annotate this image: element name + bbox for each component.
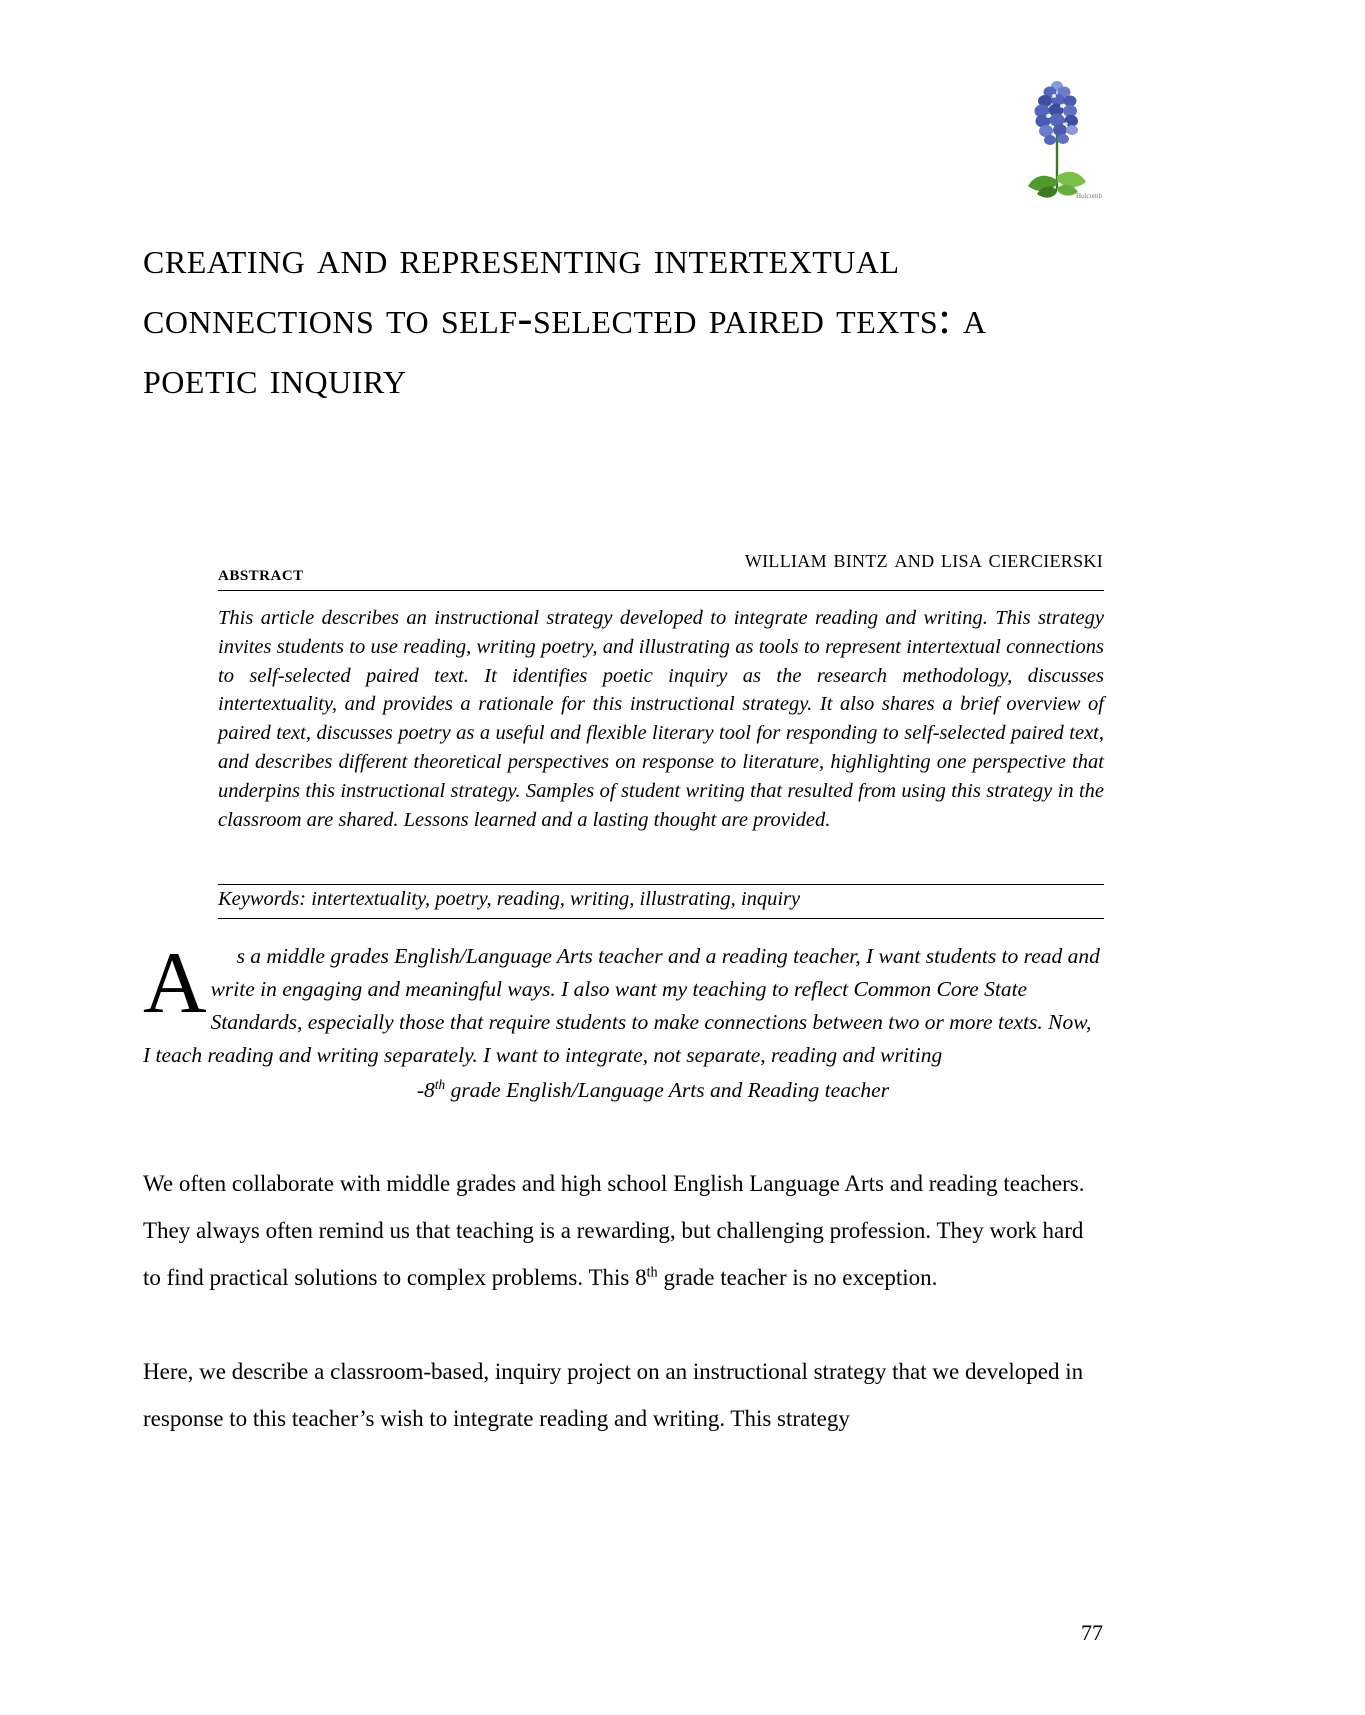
- attribution-rest: grade English/Language Arts and Reading teacher: [445, 1078, 890, 1102]
- epigraph-text: s a middle grades English/Language Arts teacher and a reading teacher, I want students to read and write in engaging and meaningful ways. I also want my teaching to reflect Common Core State Standards, especially those that require students to make connections between two or more texts. Now, I teach reading and writing separately. I want to integrate, not separate, reading and writing: [143, 944, 1100, 1067]
- body-paragraph-1-part1: We often collaborate with middle grades and high school English Language Arts and reading teachers. They always often remind us that teaching is a rewarding, but challenging profession. They work hard to find practical solutions to complex problems. This 8: [143, 1171, 1085, 1290]
- bluebonnet-flower-illustration-icon: [1010, 72, 1106, 208]
- artist-signature: Holcomb: [1076, 192, 1103, 200]
- abstract-heading: abstract: [218, 560, 304, 585]
- attribution-prefix: -8: [416, 1078, 435, 1102]
- abstract-section: [218, 560, 1104, 919]
- page-title: creating and representing intertextual connections to self-selected paired texts: a poetic inquiry: [143, 233, 987, 403]
- attribution-ordinal-suffix: th: [434, 1076, 446, 1092]
- title-block: [143, 228, 1043, 408]
- keywords-bottom-rule: [218, 918, 1104, 919]
- abstract-spacer: [218, 840, 1104, 884]
- keywords-line: Keywords: intertextuality, poetry, reading, writing, illustrating, inquiry: [218, 888, 801, 911]
- page-number: 77: [1081, 1620, 1103, 1645]
- epigraph-attribution: [143, 1074, 1103, 1107]
- body-paragraph-1: [143, 1160, 1103, 1301]
- body-paragraph-2: Here, we describe a classroom-based, inquiry project on an instructional strategy that we developed in response to this teacher’s wish to integrate reading and writing. This strategy: [143, 1359, 1084, 1431]
- body-paragraph-1-ordinal-suffix: th: [646, 1264, 658, 1281]
- body-paragraph-1-part2: grade teacher is no exception.: [657, 1265, 938, 1290]
- body-text: [143, 1160, 1103, 1489]
- epigraph-block: [143, 935, 1103, 1107]
- abstract-body-text: This article describes an instructional strategy developed to integrate reading and writing. This strategy invites students to use reading, writing poetry, and illustrating as tools to represent intertextual connections to self-selected paired text. It identifies poetic inquiry as the research methodology, discusses intertextuality, and provides a rationale for this instructional strategy. It also shares a brief overview of paired text, discusses poetry as a useful and flexible literary tool for responding to self-selected paired text, and describes different theoretical perspectives on response to literature, highlighting one perspective that underpins this instructional strategy. Samples of student writing that resulted from using this strategy in the classroom are shared. Lessons learned and a lasting thought are provided.: [218, 607, 1104, 831]
- author-line: william bintz and lisa ciercierski: [744, 546, 1103, 573]
- drop-cap-letter: A: [143, 935, 207, 1032]
